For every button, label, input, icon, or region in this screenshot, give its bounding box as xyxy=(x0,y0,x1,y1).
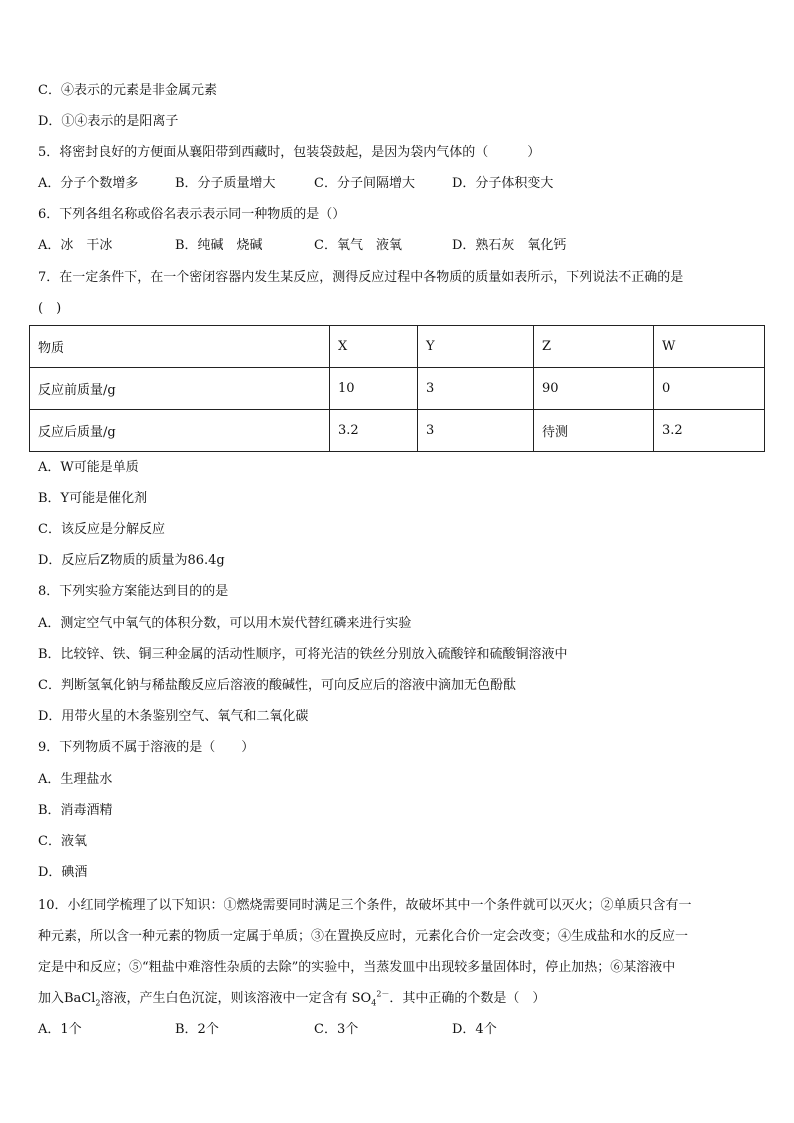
q6-option-c: C．氧气 液氧 xyxy=(314,238,402,253)
q6-option-a: A．冰 干冰 xyxy=(38,238,113,253)
table-header-cell: W xyxy=(654,326,765,368)
table-cell: 3 xyxy=(418,368,534,410)
q10-stem-line xyxy=(38,983,760,1014)
table-header-cell: Y xyxy=(418,326,534,368)
table-cell: 3 xyxy=(418,410,534,452)
table-cell: 反应前质量/g xyxy=(30,368,330,410)
q10-subscript: 4 xyxy=(371,998,377,1008)
q5-option-b: B．分子质量增大 xyxy=(175,176,276,191)
q10-stem-line: 种元素，所以含一种元素的物质一定属于单质；③在置换反应时，元素化合价一定会改变；④生成盐和水的反应一 xyxy=(38,929,689,944)
q7-mass-table xyxy=(29,325,765,452)
q9-stem: 9．下列物质不属于溶液的是（ ） xyxy=(38,740,255,755)
q10-superscript: 2－ xyxy=(376,989,390,999)
q8-option-c: C．判断氢氧化钠与稀盐酸反应后溶液的酸碱性，可向反应后的溶液中滴加无色酚酞 xyxy=(38,678,516,693)
table-cell: 10 xyxy=(330,368,418,410)
table-header-row xyxy=(30,326,765,368)
q6-option-b: B．纯碱 烧碱 xyxy=(175,238,263,253)
q7-option-b: B．Y可能是催化剂 xyxy=(38,491,148,506)
table-cell: 0 xyxy=(654,368,765,410)
q5-option-a: A．分子个数增多 xyxy=(38,176,139,191)
q8-option-b: B．比较锌、铁、铜三种金属的活动性顺序，可将光洁的铁丝分别放入硫酸锌和硫酸铜溶液中 xyxy=(38,647,568,662)
table-cell: 3.2 xyxy=(330,410,418,452)
q10-stem xyxy=(38,890,760,1014)
table-header-cell: X xyxy=(330,326,418,368)
table-cell: 待测 xyxy=(534,410,654,452)
q10-stem-line: 10．小红同学梳理了以下知识：①燃烧需要同时满足三个条件，故破坏其中一个条件就可以灭火；②单质只含有一 xyxy=(38,898,692,913)
q7-paren: ( ) xyxy=(38,301,62,316)
q7-option-a: A．W可能是单质 xyxy=(38,460,139,475)
table-cell: 反应后质量/g xyxy=(30,410,330,452)
q10-subscript: 2 xyxy=(95,998,101,1008)
q5-option-d: D．分子体积变大 xyxy=(452,176,554,191)
q10-text: 溶液，产生白色沉淀，则该溶液中一定含有 SO xyxy=(100,991,372,1006)
q8-option-d: D．用带火星的木条鉴别空气、氧气和二氧化碳 xyxy=(38,709,309,724)
q10-option-d: D．4个 xyxy=(452,1022,497,1037)
q10-option-b: B．2个 xyxy=(175,1022,219,1037)
table-header-cell: Z xyxy=(534,326,654,368)
table-row xyxy=(30,368,765,410)
q10-option-a: A．1个 xyxy=(38,1022,82,1037)
q10-text: 加入BaCl xyxy=(38,991,96,1006)
q5-option-c: C．分子间隔增大 xyxy=(314,176,415,191)
q9-option-a: A．生理盐水 xyxy=(38,772,113,787)
q7-stem: 7．在一定条件下，在一个密闭容器内发生某反应，测得反应过程中各物质的质量如表所示，下列说法不正确的是 xyxy=(38,270,684,285)
q6-stem: 6．下列各组名称或俗名表示表示同一种物质的是（） xyxy=(38,207,346,222)
q4-option-c: C．④表示的元素是非金属元素 xyxy=(38,83,217,98)
q7-option-c: C．该反应是分解反应 xyxy=(38,522,165,537)
q10-text: ．其中正确的个数是（ ） xyxy=(389,991,546,1006)
table-row xyxy=(30,410,765,452)
q10-stem-line: 定是中和反应；⑤“粗盐中难溶性杂质的去除”的实验中，当蒸发皿中出现较多量固体时，停止加热；⑥某溶液中 xyxy=(38,960,676,975)
table-header-cell: 物质 xyxy=(30,326,330,368)
q8-stem: 8．下列实验方案能达到目的的是 xyxy=(38,584,229,599)
table-cell: 3.2 xyxy=(654,410,765,452)
q4-option-d: D．①④表示的是阳离子 xyxy=(38,114,179,129)
table-cell: 90 xyxy=(534,368,654,410)
q9-option-b: B．消毒酒精 xyxy=(38,803,113,818)
q8-option-a: A．测定空气中氧气的体积分数，可以用木炭代替红磷来进行实验 xyxy=(38,616,412,631)
q9-option-d: D．碘酒 xyxy=(38,865,88,880)
q10-option-c: C．3个 xyxy=(314,1022,359,1037)
q9-option-c: C．液氧 xyxy=(38,834,87,849)
q5-stem: 5．将密封良好的方便面从襄阳带到西藏时，包装袋鼓起，是因为袋内气体的（ ） xyxy=(38,145,541,160)
q7-option-d: D．反应后Z物质的质量为86.4g xyxy=(38,553,225,568)
q6-option-d: D．熟石灰 氧化钙 xyxy=(452,238,567,253)
